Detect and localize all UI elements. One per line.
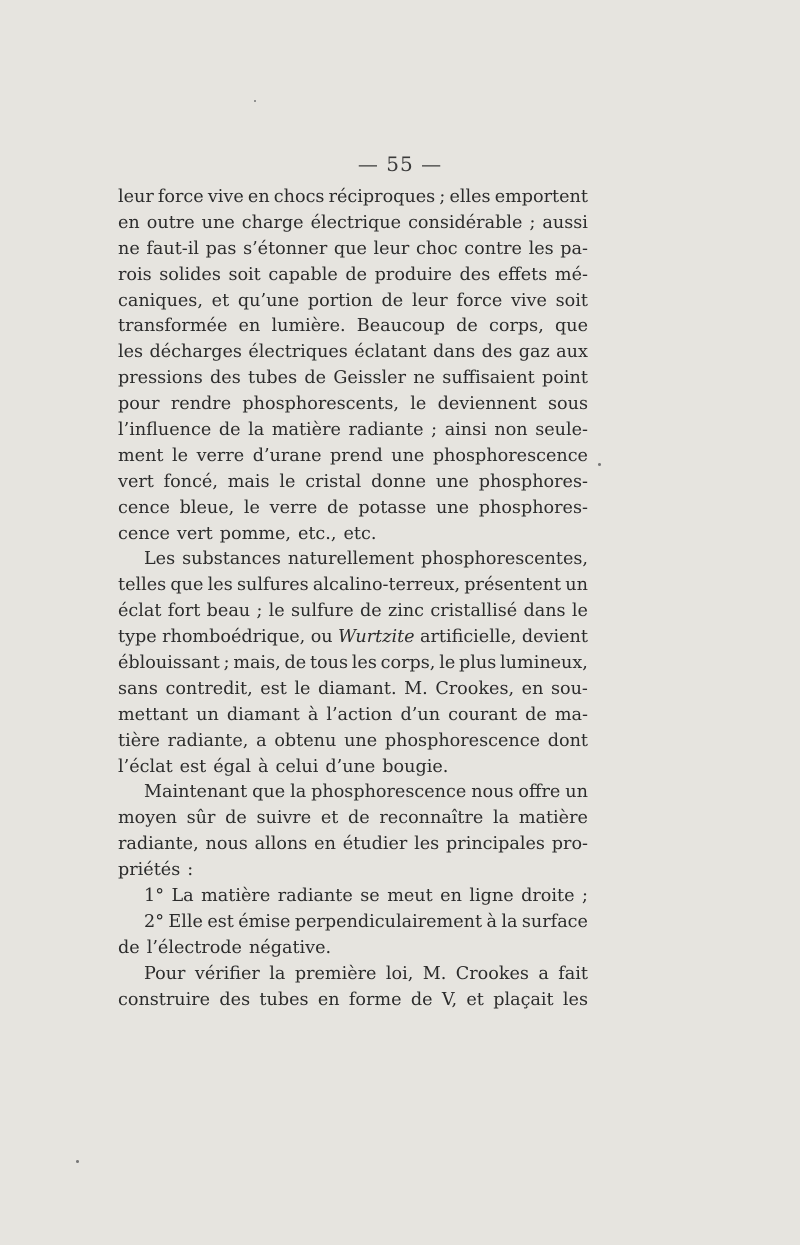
text-line: ne faut-il pas s’étonner que leur choc contre les pa- (118, 238, 588, 259)
body-text (118, 185, 588, 1014)
text-line: les décharges électriques éclatant dans des gaz aux (118, 342, 588, 363)
text-line: Pour vérifier la première loi, M. Crookes a fait (144, 963, 588, 984)
text-line: éblouissant ; mais, de tous les corps, le plus lumineux, (118, 653, 588, 674)
text-line: cence bleue, le verre de potasse une phosphores- (118, 497, 588, 518)
text-line: rois solides soit capable de produire des effets mé- (118, 264, 588, 285)
text-line: priétés : (118, 860, 194, 881)
text-line: moyen sûr de suivre et de reconnaître la matière (118, 808, 588, 829)
text-line: leur force vive en chocs réciproques ; elles emportent (118, 187, 588, 207)
text-line: de l’électrode négative. (118, 937, 332, 958)
paper-speck (598, 463, 601, 466)
text-line: Les substances naturellement phosphorescentes, (144, 549, 588, 570)
text-line: éclat fort beau ; le sulfure de zinc cristallisé dans le (118, 601, 588, 622)
page-number-header: — 55 — (357, 152, 443, 176)
text-line: pour rendre phosphorescents, le deviennent sous (118, 394, 588, 415)
text-line: vert foncé, mais le cristal donne une phosphores- (118, 471, 588, 492)
text-line: caniques, et qu’une portion de leur force vive soit (118, 290, 588, 311)
text-line: 1° La matière radiante se meut en ligne droite ; (144, 886, 588, 907)
text-line: pressions des tubes de Geissler ne suffisaient point (118, 368, 588, 389)
text-line: Maintenant que la phosphorescence nous offre un (144, 782, 588, 803)
text-line: cence vert pomme, etc., etc. (118, 523, 377, 544)
text-line: sans contredit, est le diamant. M. Crookes, en sou- (118, 678, 588, 699)
text-line: transformée en lumière. Beaucoup de corps, que (118, 316, 588, 337)
paper-speck (76, 1160, 79, 1163)
text-line: type rhomboédrique, ou Wurtzite artificielle, devient (118, 627, 588, 648)
text-line: ment le verre d’urane prend une phosphorescence (118, 445, 588, 466)
text-line: l’influence de la matière radiante ; ainsi non seule- (118, 420, 588, 441)
text-line: 2° Elle est émise perpendiculairement à la surface (144, 911, 588, 932)
text-line: mettant un diamant à l’action d’un courant de ma- (118, 704, 588, 725)
text-line: telles que les sulfures alcalino-terreux, présentent un (118, 575, 588, 596)
text-line: en outre une charge électrique considérable ; aussi (118, 212, 588, 233)
paper-speck (254, 100, 256, 102)
text-line: l’éclat est égal à celui d’une bougie. (118, 756, 449, 777)
text-line: construire des tubes en forme de V, et plaçait les (118, 989, 588, 1010)
text-line: tière radiante, a obtenu une phosphorescence dont (118, 730, 588, 751)
text-line: radiante, nous allons en étudier les principales pro- (118, 834, 588, 855)
